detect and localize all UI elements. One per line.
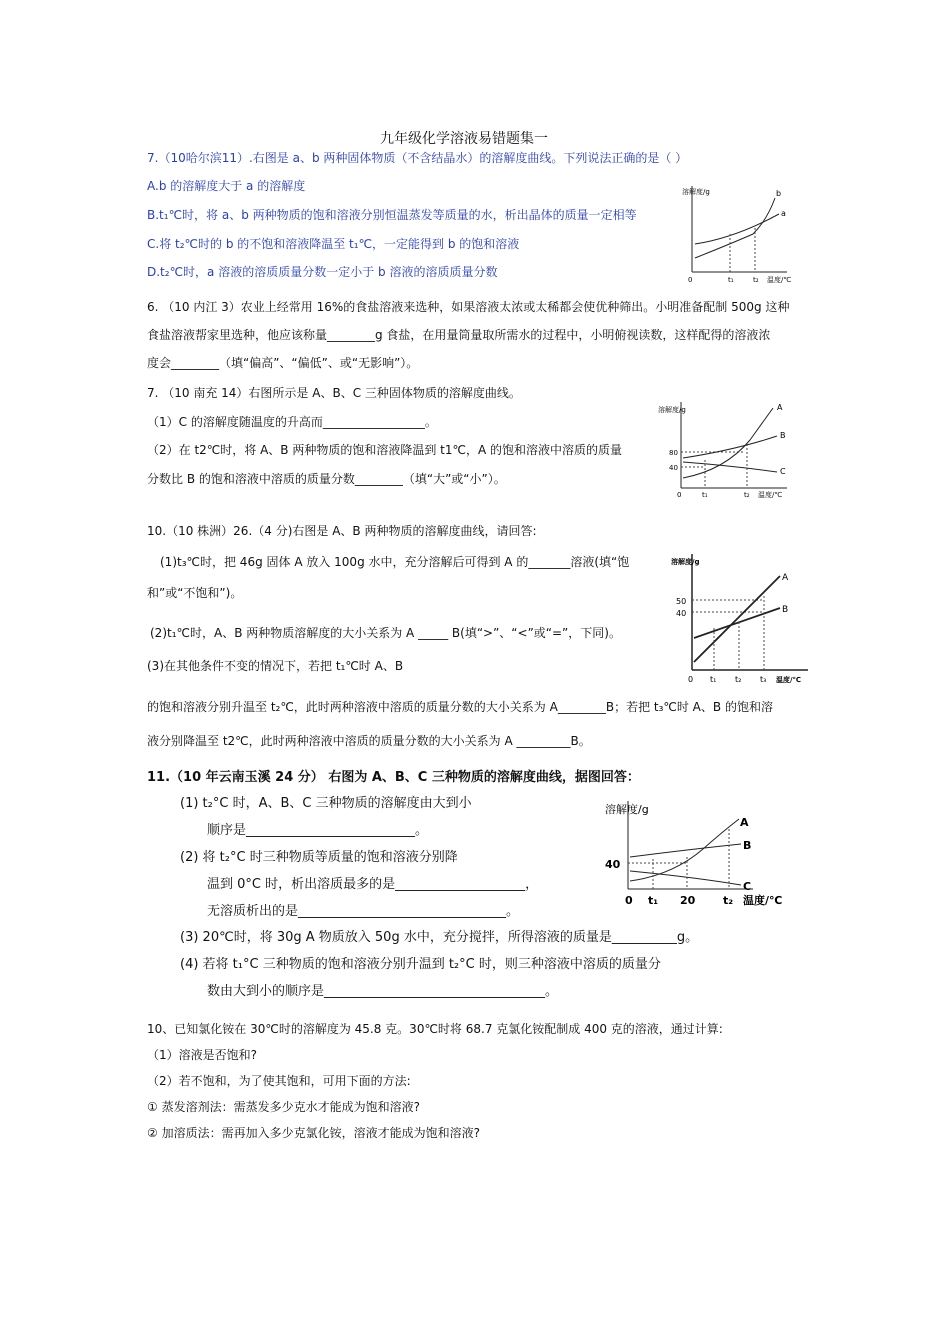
q4-line-2: (1)t₃℃时，把 46g 固体 A 放入 100g 水中，充分溶解后可得到 A 的_______溶液(填“饱: [160, 555, 630, 569]
curve-C-label: C: [743, 880, 752, 893]
curve-A-label: A: [777, 403, 783, 412]
q5-solubility-graph: [603, 797, 803, 909]
curve-A-label: A: [782, 573, 789, 583]
t2-label: t₂: [744, 491, 750, 499]
y-axis-label: 溶解度/g: [671, 558, 700, 566]
q5-line-1: 11.（10 年云南玉溪 24 分） 右图为 A、B、C 三种物质的溶解度曲线，据图回答：: [147, 770, 640, 785]
q4-line-6: 的饱和溶液分别升温至 t₂℃，此时两种溶液中溶质的质量分数的大小关系为 A________B；若把 t₃℃时 A、B 的饱和溶: [147, 700, 773, 714]
origin-label: 0: [625, 894, 633, 907]
origin-label: 0: [677, 491, 682, 499]
curve-B-label: B: [780, 431, 786, 440]
y-axis-label: 溶解度/g: [682, 188, 710, 196]
q4-line-1: 10.（10 株洲）26.（4 分)右图是 A、B 两种物质的溶解度曲线，请回答:: [147, 524, 537, 538]
q6-line-4: ① 蒸发溶剂法：需蒸发多少克水才能成为饱和溶液?: [147, 1100, 420, 1114]
q3-line-4: 分数比 B 的饱和溶液中溶质的质量分数________（填“大”或“小”）。: [147, 472, 506, 486]
t2-label: t₂: [723, 894, 734, 907]
q3-line-1: 7. （10 南充 14）右图所示是 A、B、C 三种固体物质的溶解度曲线。: [147, 386, 521, 400]
q1-option-c: C.将 t₂℃时的 b 的不饱和溶液降温至 t₁℃，一定能得到 b 的饱和溶液: [147, 237, 520, 251]
q6-line-5: ② 加溶质法：需再加入多少克氯化铵，溶液才能成为饱和溶液?: [147, 1126, 480, 1140]
t2-label: t₂: [735, 675, 742, 684]
curve-B-label: B: [743, 839, 752, 852]
q2-line-2: 食盐溶液帮家里选种，他应该称量________g 食盐，在用量筒量取所需水的过程中，小明俯视读数，这样配得的溶液浓: [147, 328, 771, 342]
x-axis-label: 温度/℃: [743, 894, 783, 907]
q4-line-5: (3)在其他条件不变的情况下，若把 t₁℃时 A、B: [147, 659, 404, 673]
origin-label: 0: [688, 675, 694, 684]
q5-line-7: (3) 20℃时，将 30g A 物质放入 50g 水中，充分搅拌，所得溶液的质量是__________g。: [180, 930, 699, 945]
t2-label: t₂: [753, 276, 759, 284]
q6-line-1: 10、已知氯化铵在 30℃时的溶解度为 45.8 克。30℃时将 68.7 克氯化铵配制成 400 克的溶液，通过计算:: [147, 1022, 723, 1036]
t1-label: t₁: [702, 491, 708, 499]
curve-B-label: B: [782, 605, 789, 615]
y-tick-50: 50: [676, 597, 687, 606]
page-title: 九年级化学溶液易错题集一: [380, 131, 548, 147]
q5-line-4: (2) 将 t₂°C 时三种物质等质量的饱和溶液分别降: [180, 850, 458, 865]
q4-solubility-graph: [668, 552, 813, 688]
t1-label: t₁: [648, 894, 659, 907]
t3-label: t₃: [760, 675, 767, 684]
y-axis-label: 溶解度/g: [658, 406, 686, 414]
curve-b-label: b: [776, 189, 782, 198]
y-tick-40: 40: [669, 464, 678, 472]
q4-line-3: 和”或“不饱和”)。: [147, 586, 243, 600]
curve-A-label: A: [740, 816, 749, 829]
q5-line-9: 数由大到小的顺序是__________________________________。: [207, 984, 559, 999]
q3-solubility-graph: [655, 400, 795, 502]
q5-line-8: (4) 若将 t₁°C 三种物质的饱和溶液分别升温到 t₂°C 时，则三种溶液中溶质的质量分: [180, 957, 661, 972]
q2-line-1: 6. （10 内江 3）农业上经常用 16%的食盐溶液来选种，如果溶液太浓或太稀都会使优种筛出。小明准备配制 500g 这种: [147, 300, 790, 314]
q3-line-3: （2）在 t2℃时，将 A、B 两种物质的饱和溶液降温到 t1℃，A 的饱和溶液中溶质的质量: [147, 443, 622, 457]
q1-solubility-graph: [675, 182, 795, 290]
q5-line-6: 无溶质析出的是________________________________。: [207, 904, 520, 919]
curve-A: [694, 576, 780, 662]
curve-B: [683, 436, 777, 458]
curve-a-label: a: [781, 209, 786, 218]
origin-label: 0: [688, 276, 693, 284]
q5-line-3: 顺序是__________________________。: [207, 823, 429, 838]
q1-option-b: B.t₁℃时，将 a、b 两种物质的饱和溶液分别恒温蒸发等质量的水，析出晶体的质量一定相等: [147, 208, 637, 222]
y-tick-40: 40: [605, 858, 621, 871]
q2-line-3: 度会________（填“偏高”、“偏低”、或“无影响”）。: [147, 356, 419, 370]
y-tick-80: 80: [669, 449, 678, 457]
y-axis-label: 溶解度/g: [605, 803, 649, 816]
q3-line-2: （1）C 的溶解度随温度的升高而_________________。: [147, 415, 437, 429]
curve-a: [695, 214, 779, 244]
curve-B: [630, 844, 741, 857]
q5-line-5: 温到 0°C 时，析出溶质最多的是____________________，: [207, 877, 539, 892]
q5-line-2: (1) t₂°C 时，A、B、C 三种物质的溶解度由大到小: [180, 796, 472, 811]
q1-option-d: D.t₂℃时，a 溶液的溶质质量分数一定小于 b 溶液的溶质质量分数: [147, 265, 498, 279]
y-tick-40: 40: [676, 609, 687, 618]
curve-C-label: C: [780, 467, 786, 476]
q6-line-2: （1）溶液是否饱和?: [147, 1048, 258, 1062]
x-axis-label: 温度/℃: [758, 491, 783, 499]
t1-label: t₁: [728, 276, 734, 284]
curve-b: [695, 198, 775, 258]
q4-line-7: 液分别降温至 t2℃，此时两种溶液中溶质的质量分数的大小关系为 A _________B。: [147, 734, 591, 748]
x-axis-label: 温度/℃: [776, 676, 802, 684]
q4-line-4: (2)t₁℃时，A、B 两种物质溶解度的大小关系为 A _____ B(填“>”、“<”或“=”，下同)。: [150, 626, 621, 640]
t1-label: t₁: [710, 675, 717, 684]
q1-stem: 7.（10哈尔滨11）.右图是 a、b 两种固体物质（不含结晶水）的溶解度曲线。下列说法正确的是（ ）: [147, 151, 688, 165]
q6-line-3: （2）若不饱和，为了使其饱和，可用下面的方法:: [147, 1074, 411, 1088]
x-axis-label: 温度/℃: [767, 276, 792, 284]
q1-option-a: A.b 的溶解度大于 a 的溶解度: [147, 179, 306, 193]
x20-label: 20: [680, 894, 696, 907]
curve-A: [683, 408, 773, 478]
